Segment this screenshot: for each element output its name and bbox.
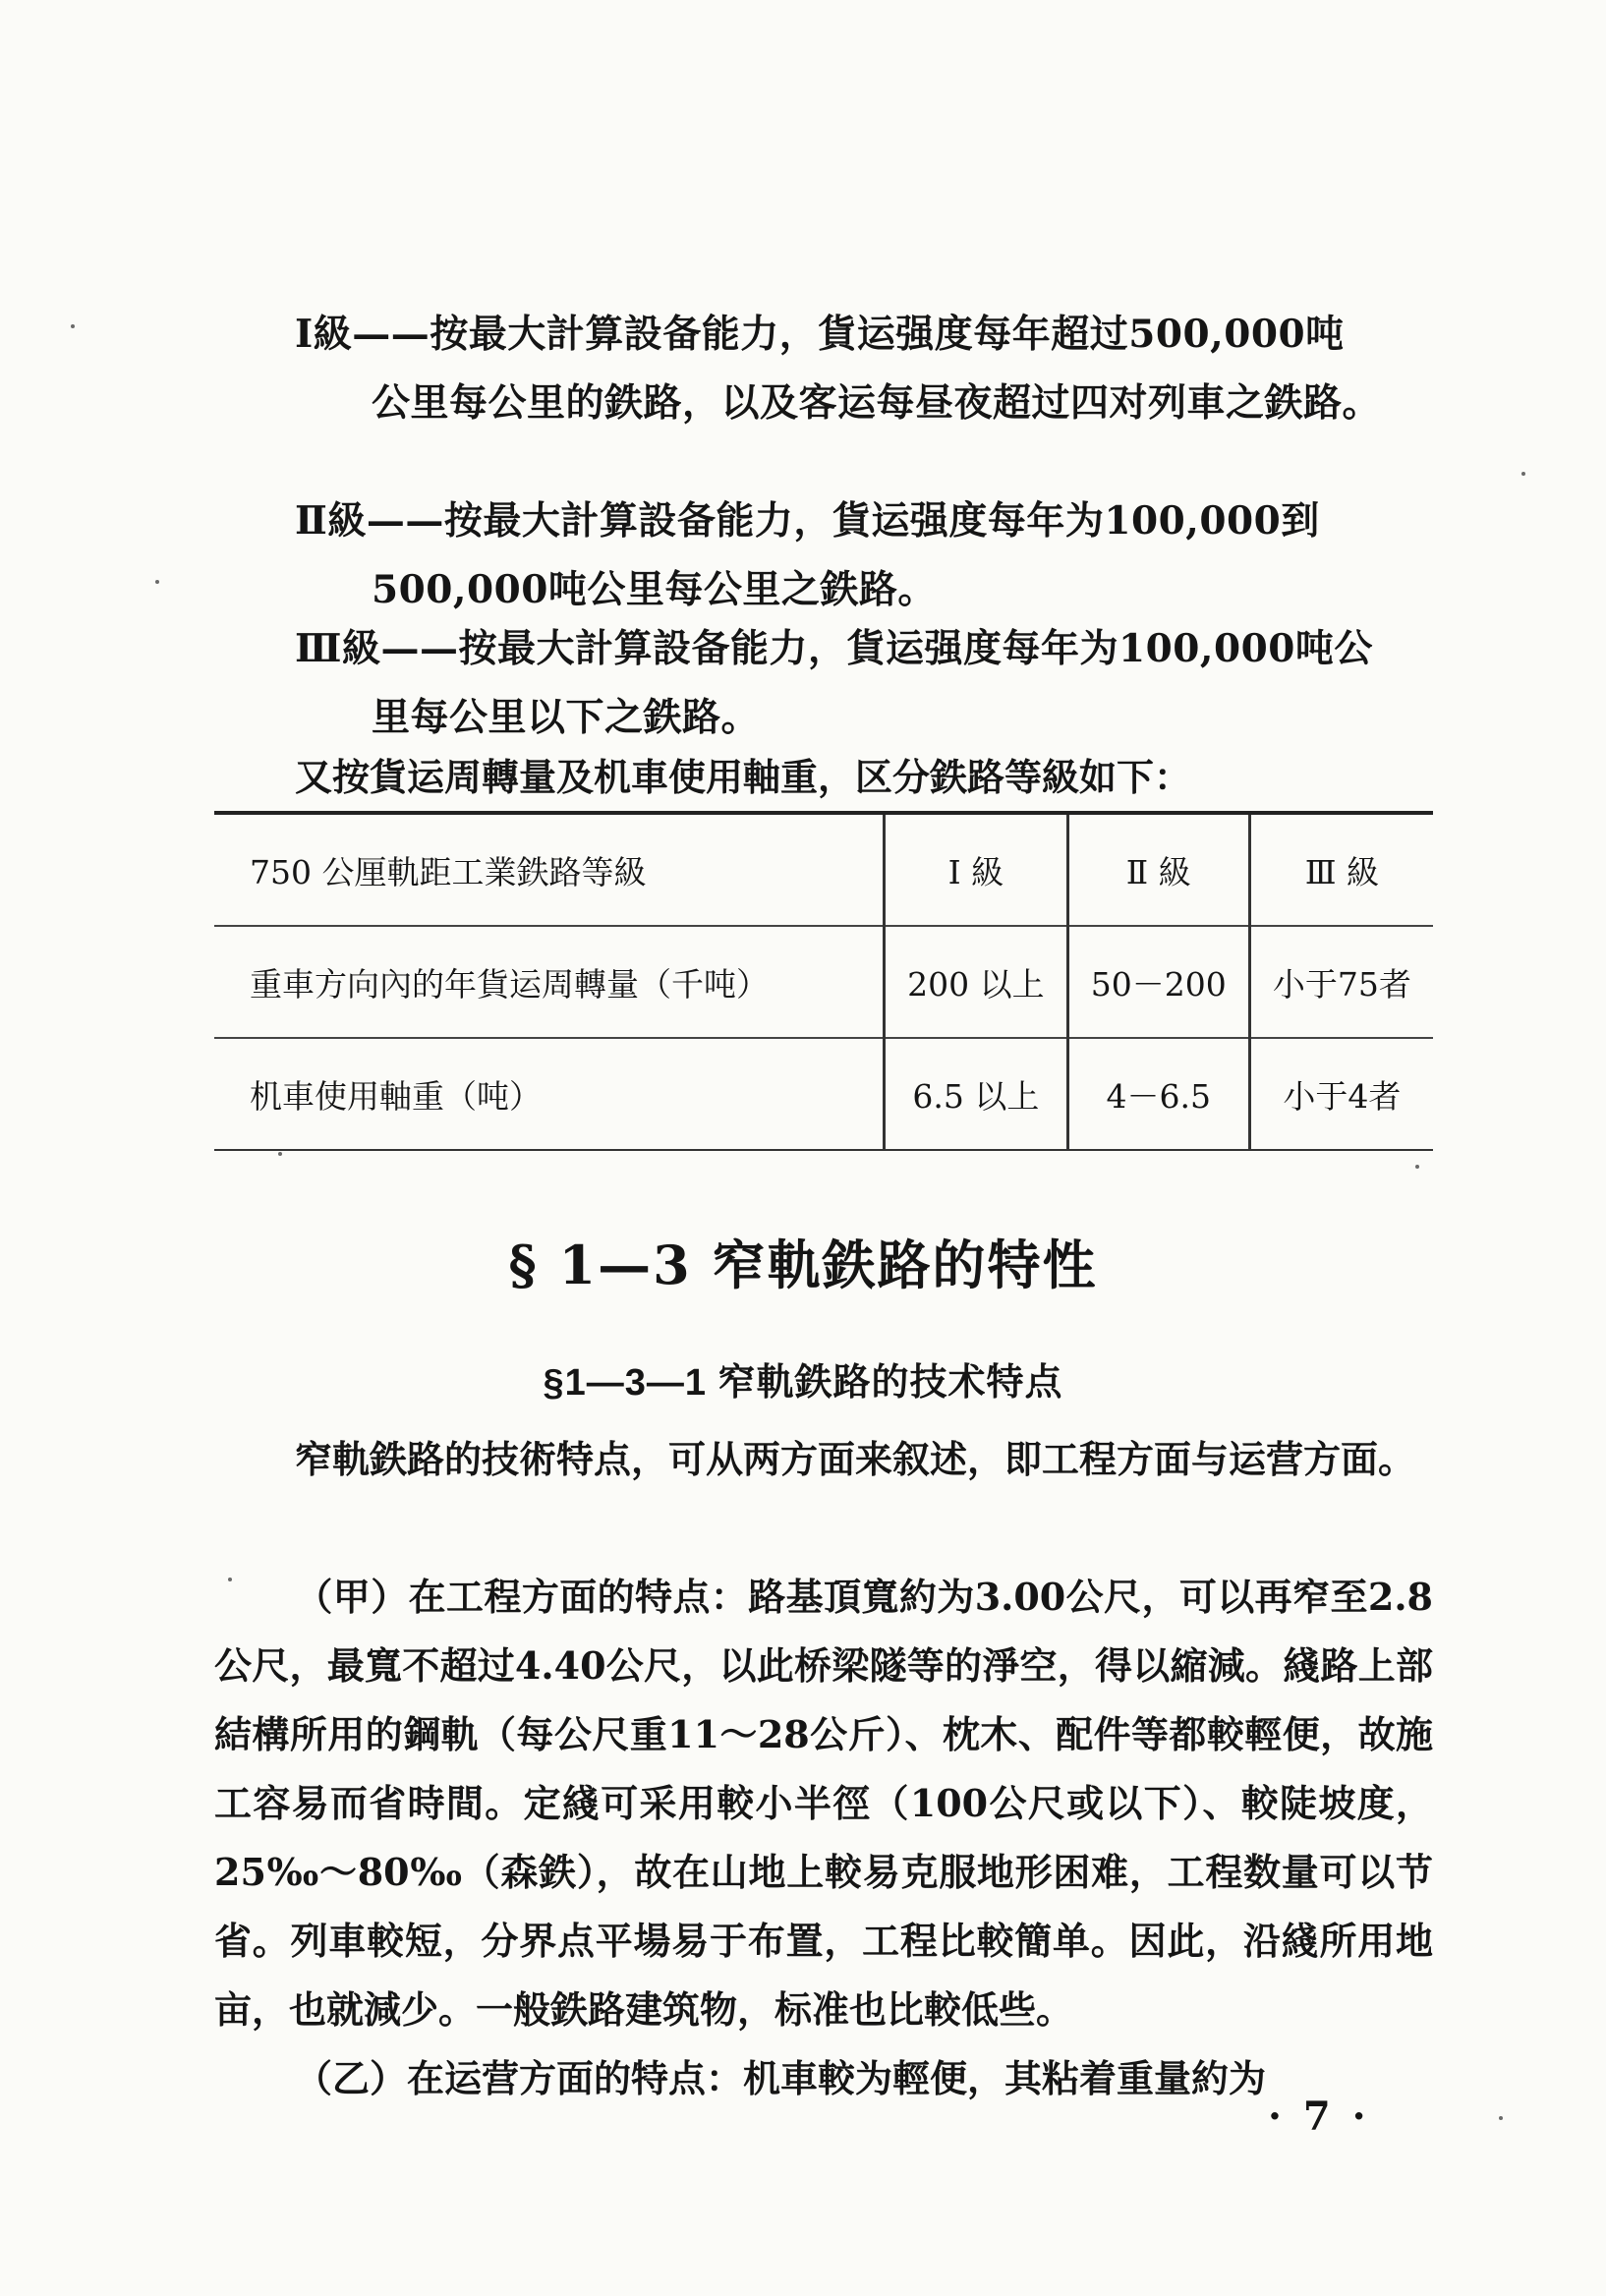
grade-2-definition (295, 487, 1425, 624)
paragraph-operations (214, 2044, 1433, 2113)
page-number: · 7 · (1268, 2094, 1370, 2140)
table-cell: 重車方向內的年貨运周轉量（千吨） (214, 926, 885, 1038)
table-row (214, 1038, 1433, 1150)
table-cell: 小于4者 (1249, 1038, 1433, 1150)
grade-2-continuation: 500,000吨公里每公里之鉄路。 (372, 567, 937, 612)
scan-speck (278, 1152, 282, 1156)
table-cell: 小于75者 (1249, 926, 1433, 1038)
table-cell: 200 以上 (885, 926, 1068, 1038)
paragraph-engineering (214, 1563, 1433, 2044)
paragraph-text: （乙）在运营方面的特点：机車較为輕便，其粘着重量約为 (295, 2056, 1267, 2100)
paragraph-text: （甲）在工程方面的特点：路基頂寬約为3.00公尺，可以再窄至2.8公尺，最寬不超过4.40公尺，以此桥梁隧等的淨空，得以縮減。綫路上部結構所用的鋼軌（每公尺重11～28公斤）、枕木、配件等都較輕便，故施工容易而省時間。定綫可采用較小半徑（100公尺或以下）、較陡坡度，25‰～80‰（森鉄），故在山地上較易克服地形困难，工程数量可以节省。列車較短，分界点平場易于布置，工程比較簡单。因此，沿綫所用地亩，也就減少。一般鉄路建筑物，标准也比較低些。 (214, 1575, 1433, 2032)
scan-speck (71, 324, 75, 328)
table-header-cell: 750 公厘軌距工業鉄路等級 (214, 813, 885, 926)
table-cell: 机車使用軸重（吨） (250, 1076, 542, 1116)
grade-3-continuation: 里每公里以下之鉄路。 (372, 695, 761, 740)
grade-3-definition (295, 614, 1425, 752)
paragraph-overview (214, 1425, 1433, 1494)
table-header-cell: Ⅱ 級 (1067, 813, 1249, 926)
table-cell: 4－6.5 (1067, 1038, 1249, 1150)
scan-speck (1415, 1165, 1419, 1169)
table-header-cell: Ⅰ 級 (885, 813, 1068, 926)
subsection-title: §1—3—1 窄軌鉄路的技术特点 (543, 1362, 1063, 1404)
table-header-row (214, 813, 1433, 926)
table-cell: 50－200 (1067, 926, 1249, 1038)
table-header-cell: Ⅲ 級 (1249, 813, 1433, 926)
railway-grade-table (214, 811, 1433, 1151)
scan-speck (155, 580, 159, 584)
table-row (214, 926, 1433, 1038)
table-cell: 6.5 以上 (885, 1038, 1068, 1150)
scan-speck (1499, 2116, 1503, 2120)
grade-1-first-line: Ⅰ級——按最大計算設备能力，貨运强度每年超过500,000吨 (295, 312, 1345, 357)
grade-1-continuation: 公里每公里的鉄路，以及客运每昼夜超过四对列車之鉄路。 (372, 380, 1382, 426)
grade-1-definition (295, 300, 1425, 437)
grade-3-first-line: Ⅲ級——按最大計算設备能力，貨运强度每年为100,000吨公 (295, 626, 1373, 671)
scan-speck (1521, 472, 1525, 476)
section-title: § 1—3 窄軌鉄路的特性 (508, 1234, 1098, 1296)
grade-2-first-line: Ⅱ級——按最大計算設备能力，貨运强度每年为100,000到 (295, 498, 1320, 544)
paragraph-text: 窄軌鉄路的技術特点，可从两方面来叙述，即工程方面与运营方面。 (295, 1437, 1416, 1481)
table-intro: 又按貨运周轉量及机車使用軸重，区分鉄路等級如下： (295, 755, 1192, 799)
